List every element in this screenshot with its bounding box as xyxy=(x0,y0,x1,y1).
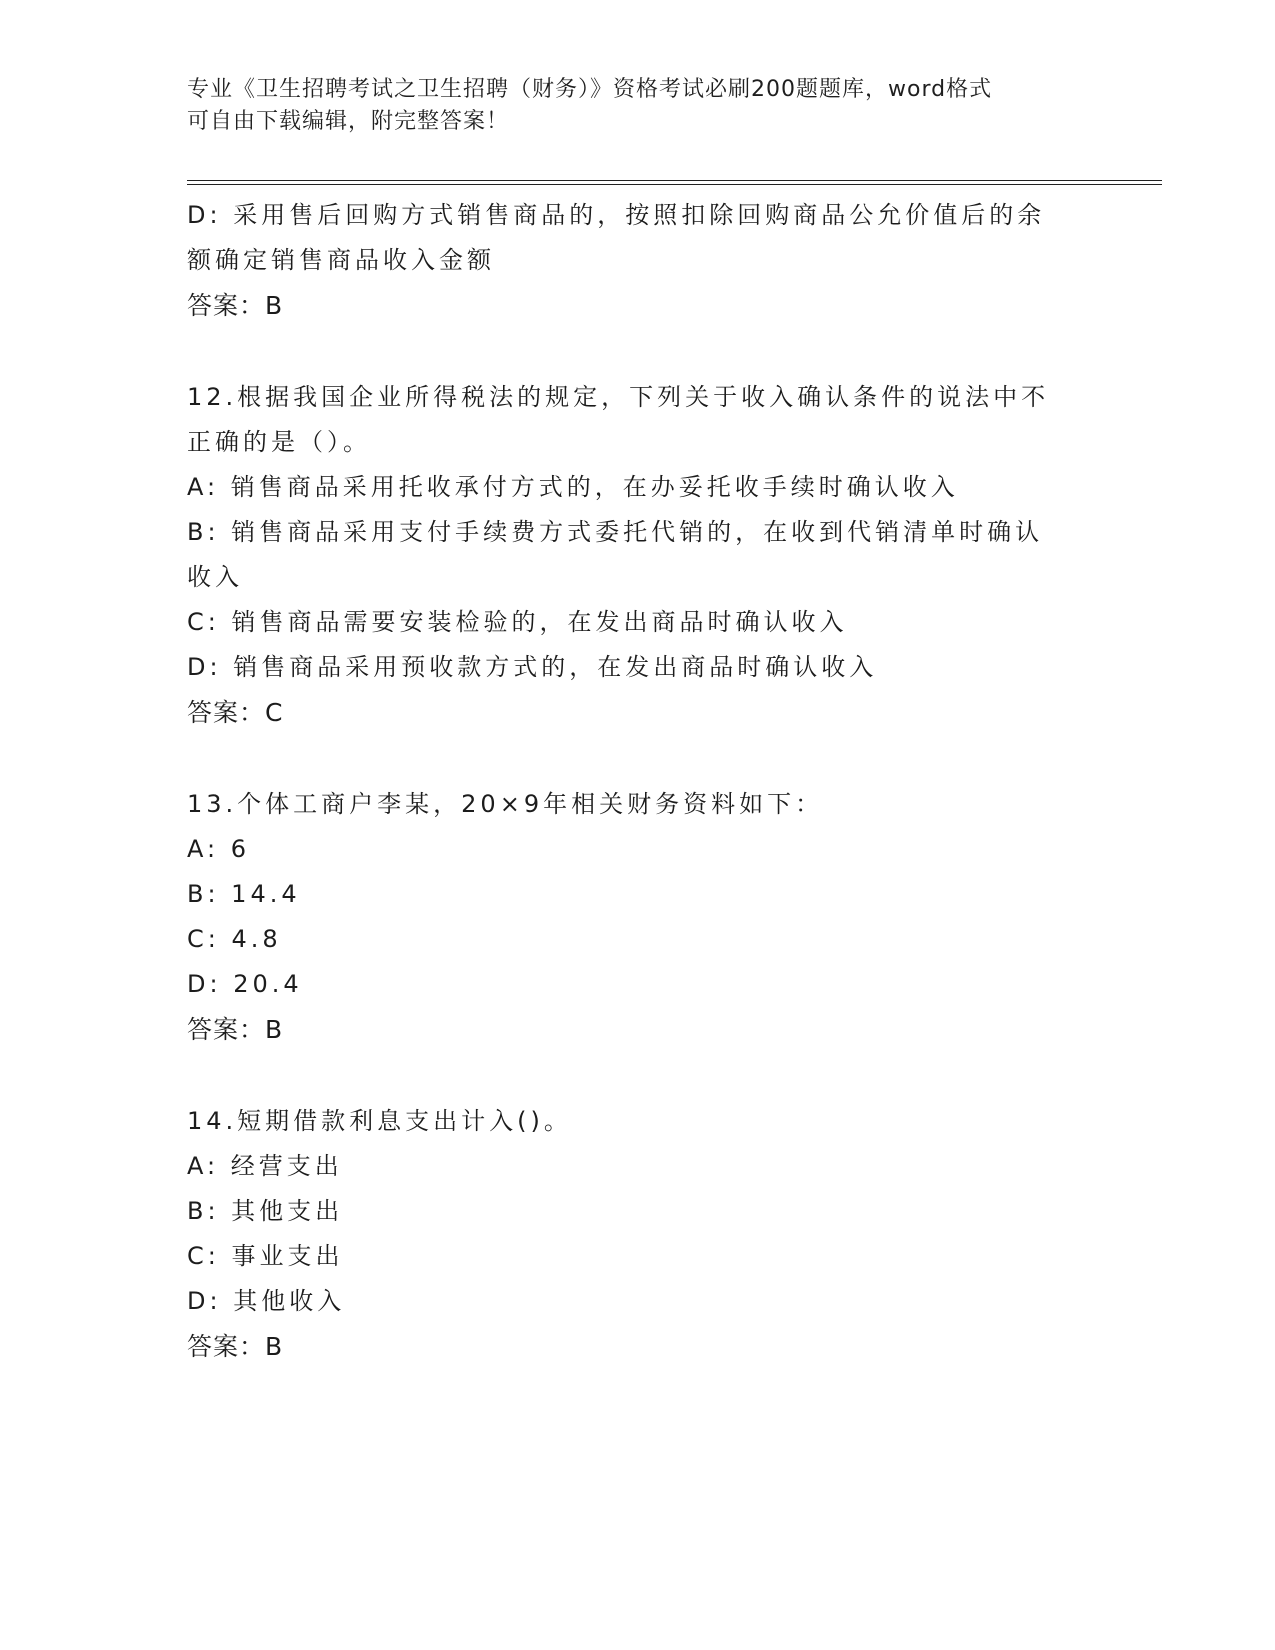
answer-label: 答案：B xyxy=(187,1015,284,1044)
option-b: B: 其他支出 xyxy=(187,1197,344,1225)
answer-label: 答案：B xyxy=(187,291,284,320)
question-13 xyxy=(187,782,1087,1052)
header-rule-bottom xyxy=(187,184,1162,185)
question-stem-line-1: 12.根据我国企业所得税法的规定，下列关于收入确认条件的说法中不 xyxy=(187,383,1050,411)
option-d: D: 销售商品采用预收款方式的，在发出商品时确认收入 xyxy=(187,653,878,681)
answer-label: 答案：C xyxy=(187,698,284,727)
page-header xyxy=(187,74,1087,138)
question-content xyxy=(187,193,1087,1369)
option-d: D: 20.4 xyxy=(187,970,303,998)
option-a: A: 6 xyxy=(187,835,250,863)
question-14 xyxy=(187,1099,1087,1369)
option-c: C: 销售商品需要安装检验的，在发出商品时确认收入 xyxy=(187,608,848,636)
question-stem-line-2: 正确的是（）。 xyxy=(187,428,371,456)
option-a: A: 销售商品采用托收承付方式的，在办妥托收手续时确认收入 xyxy=(187,473,959,501)
question-stem: 13.个体工商户李某，20×9年相关财务资料如下： xyxy=(187,790,824,818)
option-d: D: 其他收入 xyxy=(187,1287,346,1315)
option-c: C: 事业支出 xyxy=(187,1242,344,1270)
answer-label: 答案：B xyxy=(187,1332,284,1361)
option-a: A: 经营支出 xyxy=(187,1152,343,1180)
option-b-line-2: 收入 xyxy=(187,563,243,591)
question-stem: 14.短期借款利息支出计入()。 xyxy=(187,1107,572,1135)
question-12 xyxy=(187,375,1087,735)
header-rule-top xyxy=(187,180,1162,181)
option-d-line-1: D: 采用售后回购方式销售商品的，按照扣除回购商品公允价值后的余 xyxy=(187,201,1046,229)
option-b-line-1: B: 销售商品采用支付手续费方式委托代销的，在收到代销清单时确认 xyxy=(187,518,1044,546)
header-title-line-2: 可自由下载编辑，附完整答案！ xyxy=(187,109,510,134)
option-c: C: 4.8 xyxy=(187,925,282,953)
option-b: B: 14.4 xyxy=(187,880,301,908)
header-title-line-1: 专业《卫生招聘考试之卫生招聘（财务）》资格考试必刷200题题库，word格式 xyxy=(187,77,993,102)
previous-question-tail xyxy=(187,193,1087,328)
option-d-line-2: 额确定销售商品收入金额 xyxy=(187,246,495,274)
